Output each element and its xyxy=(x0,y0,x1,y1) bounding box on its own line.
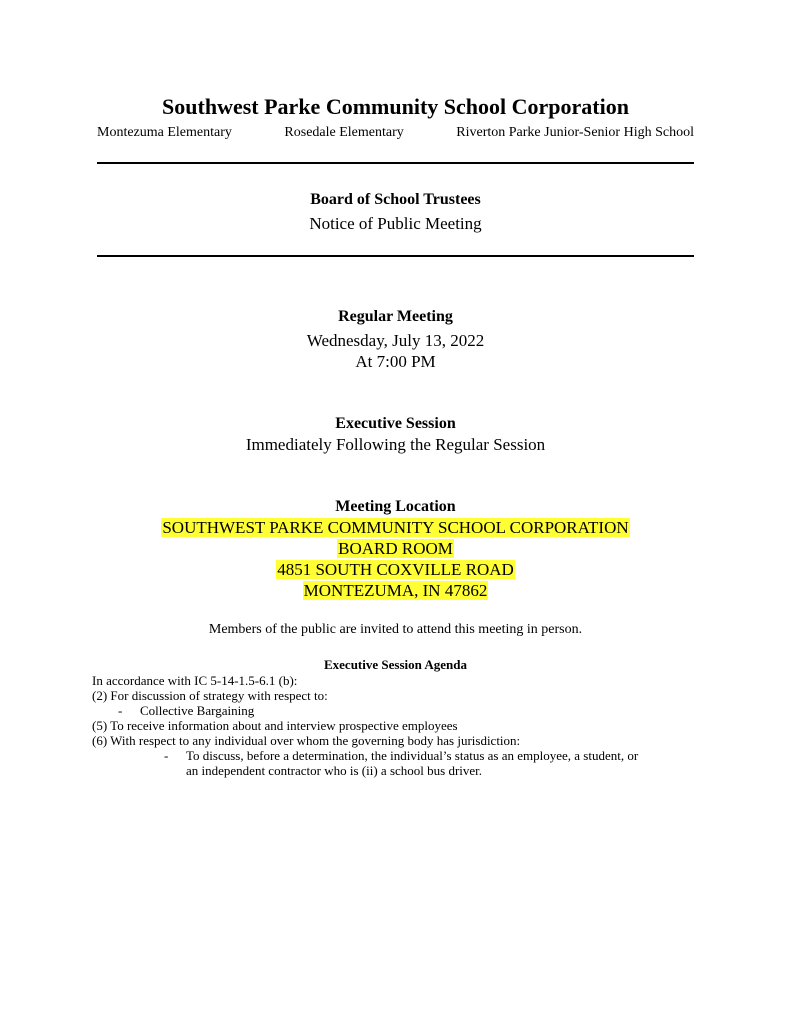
regular-meeting-date: Wednesday, July 13, 2022 xyxy=(306,331,485,350)
agenda-subitem-continuation: an independent contractor who is (ii) a school bus driver. xyxy=(186,763,483,778)
school-name: Rosedale Elementary xyxy=(284,125,404,140)
document-title: Southwest Parke Community School Corporation xyxy=(162,94,629,119)
executive-session-timing: Immediately Following the Regular Session xyxy=(245,435,546,454)
board-heading: Board of School Trustees xyxy=(310,191,481,208)
executive-session-heading: Executive Session xyxy=(335,415,456,432)
dash-bullet: - xyxy=(118,703,123,718)
location-line: BOARD ROOM xyxy=(338,539,453,558)
agenda-intro: In accordance with IC 5-14-1.5-6.1 (b): xyxy=(92,673,298,688)
school-name: Riverton Parke Junior-Senior High School xyxy=(456,125,694,140)
agenda-subitem xyxy=(92,703,712,718)
agenda-item: (5) To receive information about and interview prospective employees xyxy=(92,718,458,733)
agenda-subitem xyxy=(92,748,712,763)
board-subheading: Notice of Public Meeting xyxy=(309,214,482,233)
school-name: Montezuma Elementary xyxy=(97,125,232,140)
agenda-subitem-text: Collective Bargaining xyxy=(140,703,255,718)
agenda-item: (2) For discussion of strategy with respect to: xyxy=(92,688,328,703)
public-notice: Members of the public are invited to attend this meeting in person. xyxy=(208,622,583,637)
dash-bullet: - xyxy=(164,748,169,763)
regular-meeting-heading: Regular Meeting xyxy=(338,308,453,325)
agenda-subitem-text: To discuss, before a determination, the individual’s status as an employee, a student, or xyxy=(186,748,639,763)
regular-meeting-time: At 7:00 PM xyxy=(355,352,436,371)
divider xyxy=(97,162,694,164)
divider xyxy=(97,255,694,257)
meeting-location-heading: Meeting Location xyxy=(335,498,456,515)
agenda-item: (6) With respect to any individual over whom the governing body has jurisdiction: xyxy=(92,733,521,748)
agenda-list xyxy=(92,673,712,778)
school-list xyxy=(97,124,694,142)
location-line: MONTEZUMA, IN 47862 xyxy=(303,581,488,600)
location-address xyxy=(0,517,791,601)
location-line: 4851 SOUTH COXVILLE ROAD xyxy=(277,560,514,579)
agenda-title: Executive Session Agenda xyxy=(323,657,467,672)
location-line: SOUTHWEST PARKE COMMUNITY SCHOOL CORPORATION xyxy=(162,518,629,537)
